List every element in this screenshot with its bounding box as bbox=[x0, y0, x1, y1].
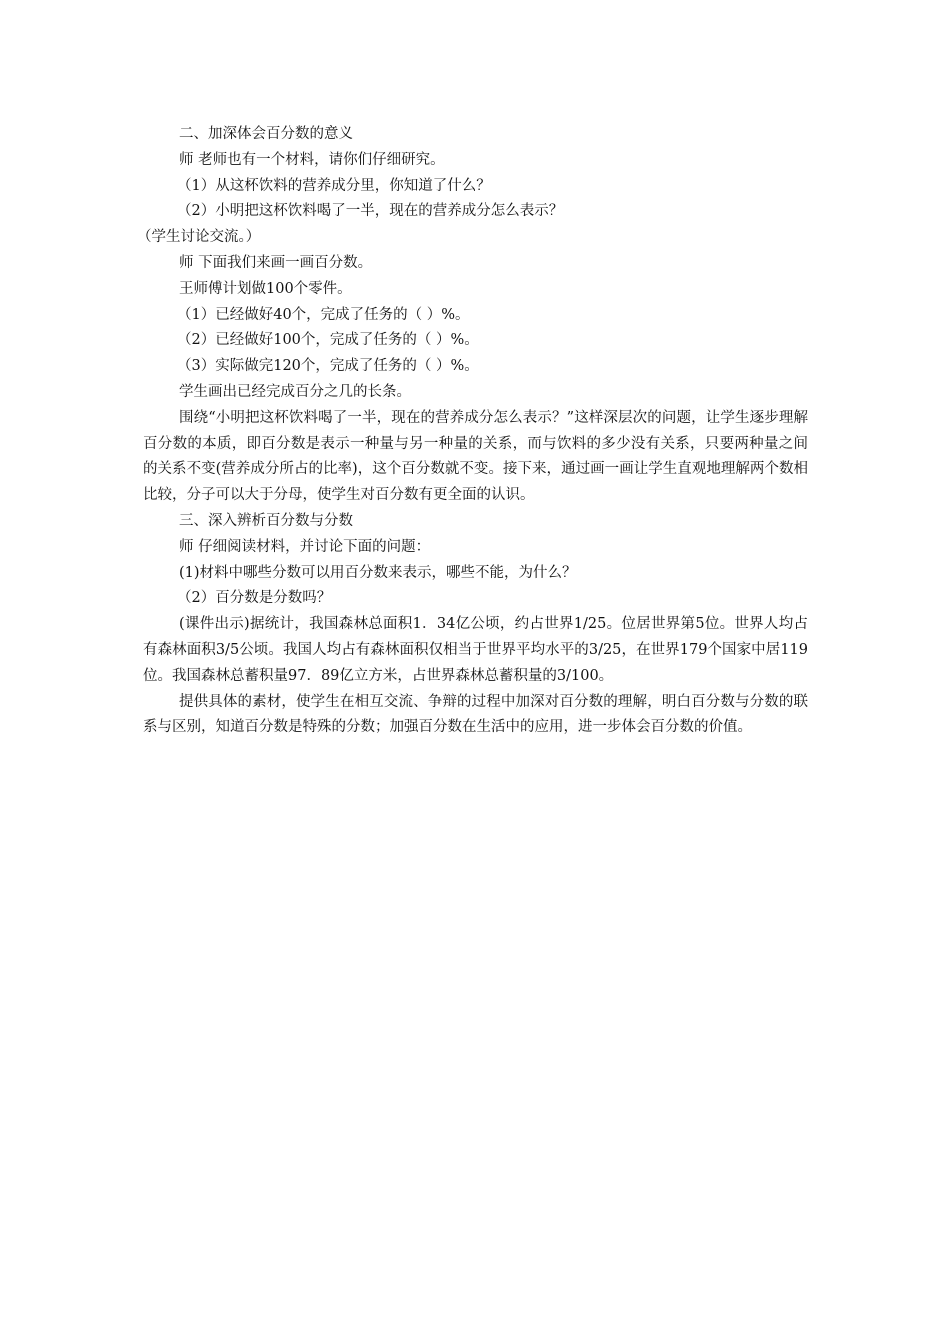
question-2: （2）小明把这杯饮料喝了一半，现在的营养成分怎么表示？ bbox=[177, 203, 564, 220]
section-2-heading: 二、加深体会百分数的意义 bbox=[179, 126, 353, 142]
problem-item-1: （1）已经做好40个，完成了任务的（ ）%。 bbox=[177, 306, 470, 323]
problem-item-3: （3）实际做完120个，完成了任务的（ ）%。 bbox=[177, 358, 479, 375]
section-3-heading: 三、深入辨析百分数与分数 bbox=[179, 512, 353, 529]
teacher-draw-line: 师 下面我们来画一画百分数。 bbox=[179, 254, 373, 271]
document-page bbox=[137, 122, 808, 741]
discussion-question-2: （2）百分数是分数吗？ bbox=[177, 590, 332, 607]
question-1: （1）从这杯饮料的营养成分里，你知道了什么？ bbox=[177, 177, 491, 194]
section-2-commentary: 围绕“小明把这杯饮料喝了一半，现在的营养成分怎么表示？”这样深层次的问题，让学生逐步理解百分数的本质，即百分数是表示一种量与另一种量的关系，而与饮料的多少没有关系，只要两种量之间的关系不变(营养成分所占的比率)，这个百分数就不变。接下来，通过画一画让学生直观地理解两个数相比较，分子可以大于分母，使学生对百分数有更全面的认识。 bbox=[143, 409, 808, 504]
teacher-read-line: 师 仔细阅读材料，并讨论下面的问题： bbox=[179, 538, 431, 555]
forest-material: (课件出示)据统计，我国森林总面积1．34亿公顷，约占世界1/25。位居世界第5位。世界人均占有森林面积3/5公顷。我国人均占有森林面积仅相当于世界平均水平的3/25，在世界179个国家中居119位。我国森林总蓄积量97．89亿立方米，占世界森林总蓄积量的3/100。 bbox=[143, 616, 808, 684]
problem-statement: 王师傅计划做100个零件。 bbox=[179, 280, 352, 297]
problem-item-2: （2）已经做好100个，完成了任务的（ ）%。 bbox=[177, 332, 479, 349]
section-3-commentary: 提供具体的素材，使学生在相互交流、争辩的过程中加深对百分数的理解，明白百分数与分数的联系与区别，知道百分数是特殊的分数；加强百分数在生活中的应用，进一步体会百分数的价值。 bbox=[143, 693, 808, 736]
teacher-intro-line: 师 老师也有一个材料，请你们仔细研究。 bbox=[179, 151, 445, 168]
student-draw-line: 学生画出已经完成百分之几的长条。 bbox=[179, 383, 411, 400]
discussion-note: （学生讨论交流。） bbox=[137, 229, 261, 246]
discussion-question-1: (1)材料中哪些分数可以用百分数来表示，哪些不能，为什么？ bbox=[179, 564, 577, 581]
